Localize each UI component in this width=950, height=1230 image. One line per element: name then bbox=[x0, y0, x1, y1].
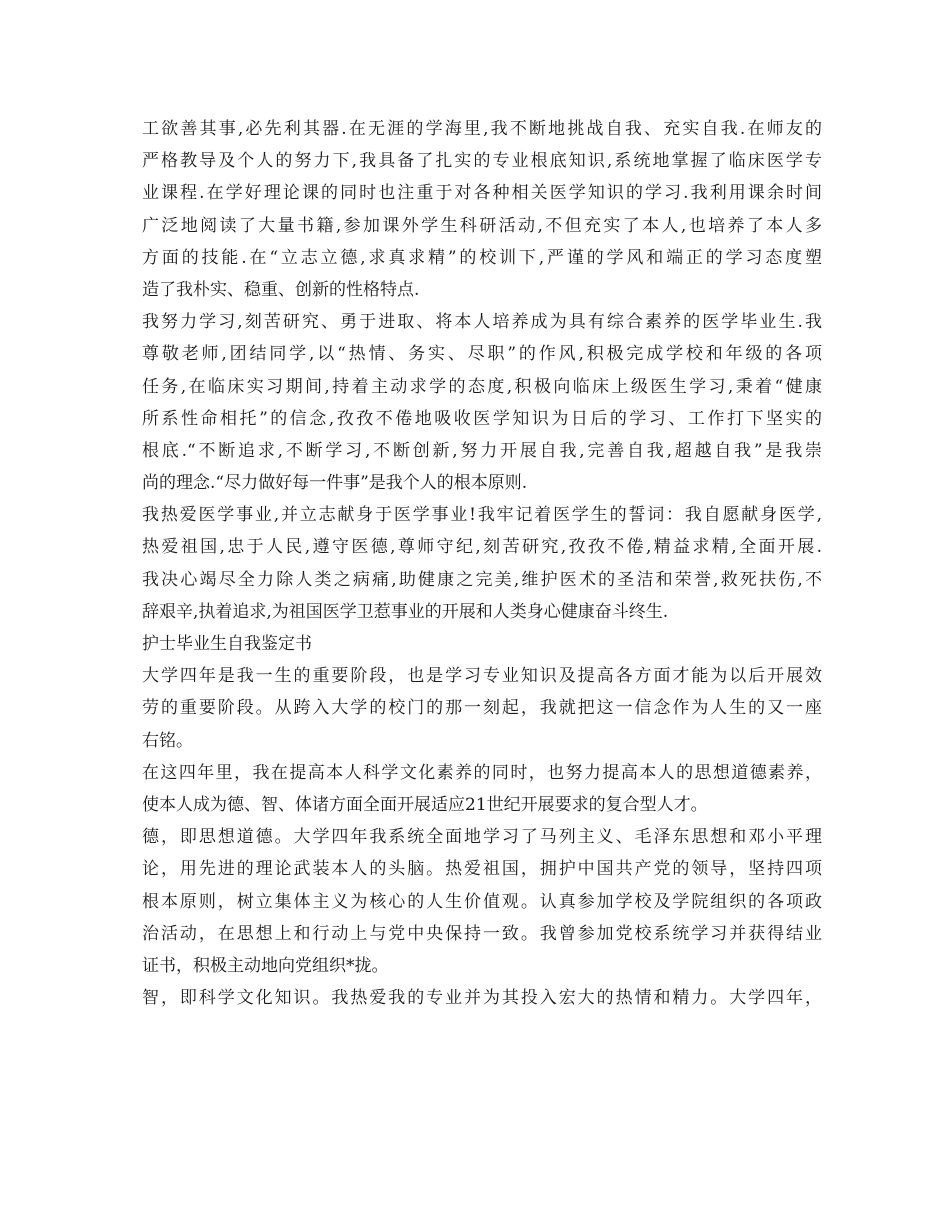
text-line: 劳的重要阶段。从跨入大学的校门的那一刻起，我就把这一信念作为人生的又一座 bbox=[142, 698, 822, 719]
text-line: 热爱祖国,忠于人民,遵守医德,尊师守纪,刻苦研究,孜孜不倦,精益求精,全面开展. bbox=[142, 537, 822, 558]
text-line: 根底.“不断追求,不断学习,不断创新,努力开展自我,完善自我,超越自我”是我崇 bbox=[142, 440, 822, 461]
text-line: 任务,在临床实习期间,持着主动求学的态度,积极向临床上级医生学习,秉着“健康 bbox=[142, 376, 822, 397]
text-line: 我努力学习,刻苦研究、勇于进取、将本人培养成为具有综合素养的医学毕业生.我 bbox=[142, 312, 822, 333]
text-line: 我热爱医学事业,并立志献身于医学事业!我牢记着医学生的誓词：我自愿献身医学, bbox=[142, 505, 822, 526]
text-line: 所系性命相托”的信念,孜孜不倦地吸收医学知识为日后的学习、工作打下坚实的 bbox=[142, 408, 822, 429]
text-line: 证书，积极主动地向党组织*拢。 bbox=[142, 955, 389, 976]
text-line: 广泛地阅读了大量书籍,参加课外学生科研活动,不但充实了本人,也培养了本人多 bbox=[142, 215, 822, 236]
document-body-text bbox=[142, 113, 822, 1014]
text-line: 根本原则，树立集体主义为核心的人生价值观。认真参加学校及学院组织的各项政 bbox=[142, 891, 822, 912]
text-line: 工欲善其事,必先利其器.在无涯的学海里,我不断地挑战自我、充实自我.在师友的 bbox=[142, 119, 822, 139]
text-line: 我决心竭尽全力除人类之病痛,助健康之完美,维护医术的圣洁和荣誉,救死扶伤,不 bbox=[142, 569, 822, 590]
text-line: 德，即思想道德。大学四年我系统全面地学习了马列主义、毛泽东思想和邓小平理 bbox=[142, 827, 822, 848]
text-line: 尚的理念.“尽力做好每一件事”是我个人的根本原则. bbox=[142, 473, 528, 494]
text-line: 尊敬老师,团结同学,以“热情、务实、尽职”的作风,积极完成学校和年级的各项 bbox=[142, 344, 822, 365]
text-line: 方面的技能.在“立志立德,求真求精”的校训下,严谨的学风和端正的学习态度塑 bbox=[142, 247, 822, 268]
text-line: 治活动，在思想上和行动上与党中央保持一致。我曾参加党校系统学习并获得结业 bbox=[142, 923, 822, 944]
text-line: 右铭。 bbox=[142, 730, 193, 751]
text-line: 业课程.在学好理论课的同时也注重于对各种相关医学知识的学习.我利用课余时间 bbox=[142, 183, 822, 204]
text-line: 大学四年是我一生的重要阶段，也是学习专业知识及提高各方面才能为以后开展效 bbox=[142, 666, 822, 687]
text-line: 辞艰辛,执着追求,为祖国医学卫惹事业的开展和人类身心健康奋斗终生. bbox=[142, 601, 669, 622]
text-line: 论，用先进的理论武装本人的头脑。热爱祖国，拥护中国共产党的领导，坚持四项 bbox=[142, 859, 822, 880]
text-line: 智，即科学文化知识。我热爱我的专业并为其投入宏大的热情和精力。大学四年， bbox=[142, 988, 822, 1009]
text-line: 造了我朴实、稳重、创新的性格特点. bbox=[142, 279, 420, 300]
text-line: 使本人成为德、智、体诸方面全面开展适应21世纪开展要求的复合型人才。 bbox=[142, 794, 708, 815]
text-line: 护士毕业生自我鉴定书 bbox=[142, 634, 312, 654]
text-line: 严格教导及个人的努力下,我具备了扎实的专业根底知识,系统地掌握了临床医学专 bbox=[142, 151, 822, 172]
text-line: 在这四年里，我在提高本人科学文化素养的同时，也努力提高本人的思想道德素养， bbox=[142, 762, 822, 783]
